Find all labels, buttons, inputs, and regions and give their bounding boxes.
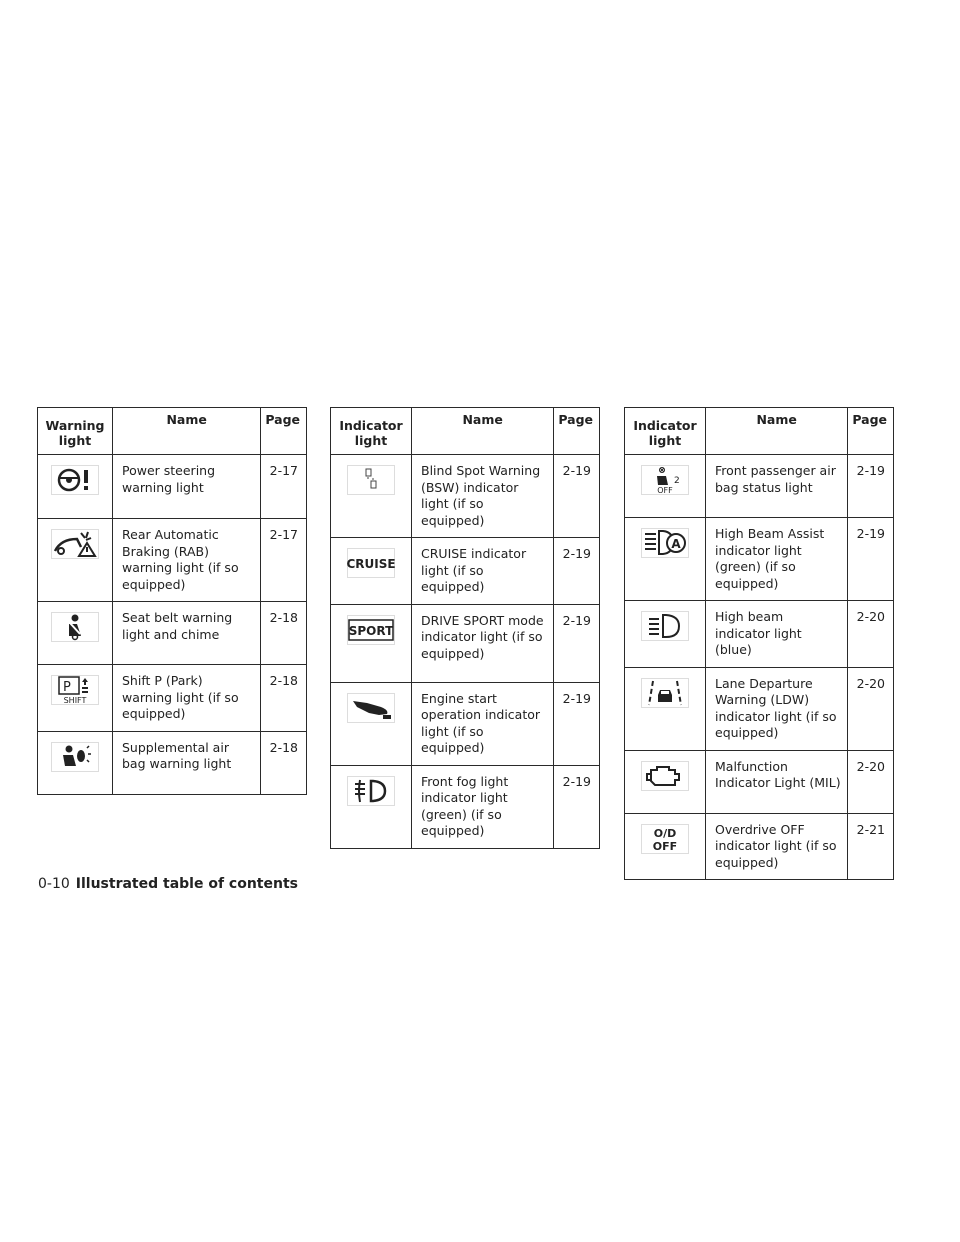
row-name: Engine start operation indicator light (if so equipped) <box>412 682 554 765</box>
row-name: Shift P (Park) warning light (if so equipped) <box>113 665 261 732</box>
row-page: 2-20 <box>848 750 894 813</box>
cruise-indicator-icon <box>335 548 407 583</box>
table-row <box>331 538 600 605</box>
table-row <box>38 665 307 732</box>
table-row <box>331 682 600 765</box>
row-page: 2-19 <box>554 604 600 682</box>
row-page: 2-19 <box>856 463 885 478</box>
row-page: 2-20 <box>848 601 894 668</box>
rear-automatic-braking-icon <box>42 529 108 564</box>
warning-lights-table <box>37 407 307 795</box>
col-header-name: Name <box>412 408 554 455</box>
engine-start-operation-icon <box>335 693 407 728</box>
svg-text:P: P <box>63 680 71 695</box>
row-name: Supplemental air bag warning light <box>113 731 261 794</box>
malfunction-indicator-icon <box>629 761 701 796</box>
col-header-name: Name <box>113 408 261 455</box>
row-name: Seat belt warning light and chime <box>113 602 261 665</box>
od-label: O/D <box>653 826 677 840</box>
row-name: Front fog light indicator light (green) (if so equipped) <box>412 765 554 848</box>
power-steering-warning-icon <box>42 465 108 500</box>
col-header-name: Name <box>706 408 848 455</box>
lane-departure-warning-icon <box>629 678 701 713</box>
page-footer <box>38 876 298 892</box>
row-name: Blind Spot Warning (BSW) indicator light (if so equipped) <box>412 455 554 538</box>
overdrive-off-indicator-icon <box>629 824 701 859</box>
indicator-lights-table-2 <box>624 407 894 880</box>
col-header-indicator-light: Indicator light <box>331 408 412 455</box>
col-header-page: Page <box>261 408 307 455</box>
row-name: Power steering warning light <box>113 455 261 519</box>
row-page: 2-19 <box>554 538 600 605</box>
row-name: Malfunction Indicator Light (MIL) <box>706 750 848 813</box>
table-row <box>331 765 600 848</box>
row-name: Front passenger air bag status light <box>706 455 848 518</box>
od-off-label: OFF <box>652 839 678 853</box>
table-row <box>625 750 894 813</box>
row-page: 2-18 <box>261 665 307 732</box>
row-page: 2-18 <box>261 602 307 665</box>
high-beam-indicator-icon <box>629 611 701 646</box>
row-page: 2-19 <box>554 765 600 848</box>
svg-text:A: A <box>671 537 681 551</box>
table-row <box>625 455 894 518</box>
table-row <box>38 455 307 519</box>
table-row <box>625 813 894 880</box>
row-name: High beam indicator light (blue) <box>706 601 848 668</box>
section-title: Illustrated table of contents <box>75 876 298 892</box>
row-page: 2-19 <box>554 682 600 765</box>
table-row <box>625 667 894 750</box>
col-header-page: Page <box>554 408 600 455</box>
supplemental-air-bag-icon <box>42 742 108 777</box>
table-row <box>625 518 894 601</box>
row-name: Rear Automatic Braking (RAB) warning light (if so equipped) <box>113 519 261 602</box>
page-number: 0-10 <box>38 876 70 892</box>
off-label: OFF <box>657 486 673 495</box>
row-page: 2-17 <box>261 519 307 602</box>
row-name: Overdrive OFF indicator light (if so equipped) <box>706 813 848 880</box>
table-row <box>38 731 307 794</box>
table-row <box>38 519 307 602</box>
row-page: 2-17 <box>269 463 298 478</box>
cruise-label: CRUISE <box>347 557 395 571</box>
seat-belt-warning-icon <box>42 612 108 647</box>
table-row <box>38 602 307 665</box>
row-name: High Beam Assist indicator light (green) (if so equipped) <box>706 518 848 601</box>
drive-sport-mode-icon <box>335 615 407 650</box>
row-page: 2-18 <box>261 731 307 794</box>
front-fog-light-icon <box>335 776 407 811</box>
row-name: Lane Departure Warning (LDW) indicator light (if so equipped) <box>706 667 848 750</box>
col-header-indicator-light: Indicator light <box>625 408 706 455</box>
col-header-page: Page <box>848 408 894 455</box>
table-row <box>625 601 894 668</box>
row-name: CRUISE indicator light (if so equipped) <box>412 538 554 605</box>
table-row <box>331 455 600 538</box>
indicator-lights-table-1 <box>330 407 600 849</box>
blind-spot-warning-icon <box>335 465 407 500</box>
table-row <box>331 604 600 682</box>
sport-label: SPORT <box>348 623 394 638</box>
row-page: 2-19 <box>562 463 591 478</box>
front-passenger-air-bag-status-icon <box>629 465 701 500</box>
row-page: 2-20 <box>848 667 894 750</box>
row-name: DRIVE SPORT mode indicator light (if so equipped) <box>412 604 554 682</box>
high-beam-assist-icon <box>629 528 701 563</box>
row-page: 2-21 <box>848 813 894 880</box>
passenger-seat-number: 2 <box>674 476 680 486</box>
shift-label: SHIFT <box>63 696 87 705</box>
col-header-warning-light: Warning light <box>38 408 113 455</box>
shift-p-park-warning-icon <box>42 675 108 710</box>
row-page: 2-19 <box>848 518 894 601</box>
